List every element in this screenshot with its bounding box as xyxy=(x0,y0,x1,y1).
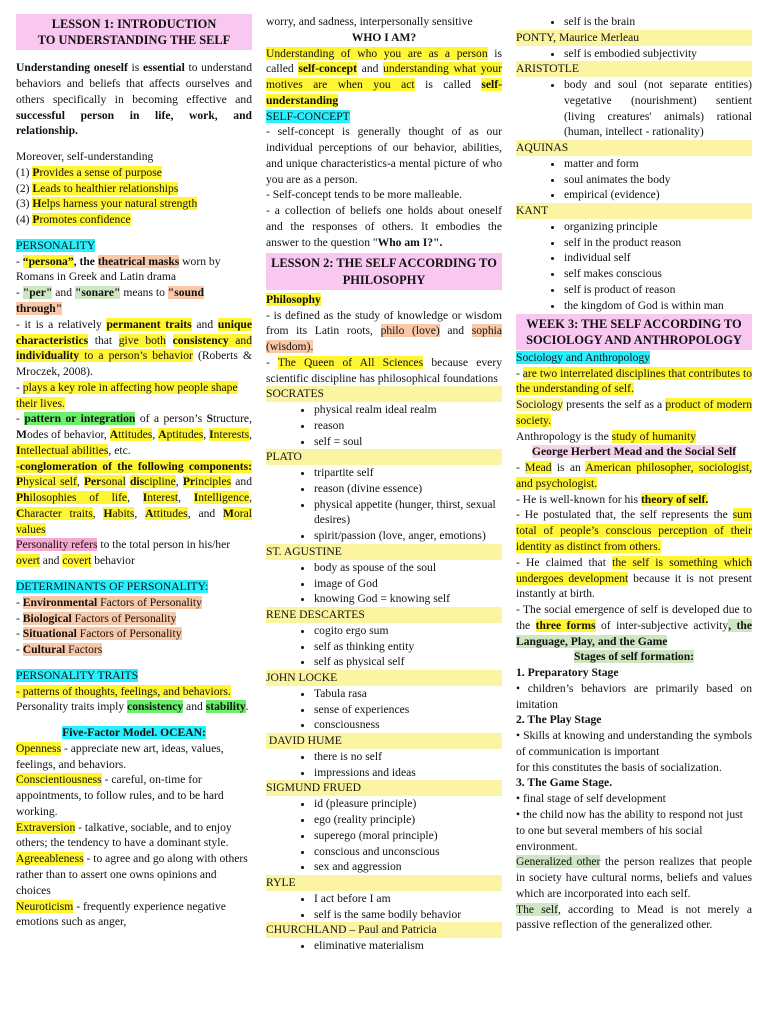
list-item: • impressions and ideas xyxy=(314,765,502,781)
list-item: • I act before I am xyxy=(314,891,502,907)
the-self-line: The self, according to Mead is not merely a passive reflection of the generalized other. xyxy=(516,902,752,932)
philosopher-name: ARISTOTLE xyxy=(516,61,752,77)
list-item: • organizing principle xyxy=(564,219,752,235)
week3-title: WEEK 3: THE SELF ACCORDING TO SOCIOLOGY AND ANTHROPOLOGY xyxy=(516,314,752,350)
list-item: • self is the same bodily behavior xyxy=(314,907,502,923)
stage-2-text-2: for this constitutes the basis of socialization. xyxy=(516,760,722,774)
philosopher-sigmund-frued xyxy=(266,780,502,875)
philosopher-socrates xyxy=(266,386,502,449)
philosopher-churchland xyxy=(266,922,502,954)
benefit-item: (2) Leads to healthier relationships xyxy=(16,181,179,195)
stages-heading: Stages of self formation: xyxy=(573,650,695,664)
philosopher-aristotle xyxy=(516,61,752,140)
mead-line-1: - Mead is an American philosopher, sociologist, and psychologist. xyxy=(516,461,752,490)
stage-3-text-1: • final stage of self development xyxy=(516,792,666,806)
benefits-list xyxy=(16,165,252,228)
ocean-item: Openness - appreciate new art, ideas, values, feelings, and behaviors. xyxy=(16,741,224,771)
list-item: • sex and aggression xyxy=(314,859,502,875)
whoami-heading: WHO I AM? xyxy=(351,30,417,44)
list-item: • physical realm ideal realm xyxy=(314,402,502,418)
conglomeration-line: -conglomeration of the following components: Physical self, Personal discipline, Principles and Philosophies of life, Interest, Intelligence, Character traits, Habits, Attitudes, and Moral values xyxy=(16,459,253,536)
benefit-item: (4) Promotes confidence xyxy=(16,213,131,227)
list-item: • body as spouse of the soul xyxy=(314,560,502,576)
lesson2-title: LESSON 2: THE SELF ACCORDING TO PHILOSOPHY xyxy=(266,253,502,289)
ocean-item: Agreeableness - to agree and go along with others rather than to assert one owns opinions and choices xyxy=(16,852,248,897)
socanth-line-2: Sociology presents the self as a product of modern society. xyxy=(516,398,752,427)
list-item: • Tabula rasa xyxy=(314,686,502,702)
philosopher-name: DAVID HUME xyxy=(266,733,502,749)
list-item: • self as thinking entity xyxy=(314,639,502,655)
list-item: • self is product of reason xyxy=(564,282,752,298)
list-item: • physical appetite (hunger, thirst, sexual desires) xyxy=(314,497,502,529)
benefit-item: (1) Provides a sense of purpose xyxy=(16,165,162,179)
philosopher-aquinas xyxy=(516,140,752,203)
list-item: • the kingdom of God is within man xyxy=(564,298,752,314)
traits-heading: PERSONALITY TRAITS xyxy=(16,668,139,682)
list-item: • id (pleasure principle) xyxy=(314,796,502,812)
ocean-item: Extraversion - talkative, sociable, and to enjoy others; the tendency to have a dominant style. xyxy=(16,820,232,850)
column-2 xyxy=(266,14,502,954)
queen-line: - The Queen of All Sciences because every scientific discipline has philosophical foundations xyxy=(266,355,502,385)
stage-1-text: • children’s behaviors are primarily based on imitation xyxy=(516,681,752,711)
list-item: • soul animates the body xyxy=(564,172,752,188)
list-item: • self is the brain xyxy=(564,14,752,30)
list-item: • knowing God = knowing self xyxy=(314,591,502,607)
column-3 xyxy=(516,14,752,933)
persona-line: - “persona”, the theatrical masks worn by Romans in Greek and Latin drama xyxy=(16,254,221,284)
socanth-line-1: - are two interrelated disciplines that contributes to the understanding of self. xyxy=(516,366,752,396)
list-item: • body and soul (not separate entities) vegetative (nourishment) sentient (living creatures' animals) rational (human, intellect - rationality) xyxy=(564,77,752,140)
determinants-heading: DETERMINANTS OF PERSONALITY: xyxy=(16,579,209,593)
socanth-line-3: Anthropology is the study of humanity xyxy=(516,429,697,443)
stage-3-heading: 3. The Game Stage. xyxy=(516,776,613,790)
list-item: • self as physical self xyxy=(314,654,502,670)
per-sonare-line: - "per" and "sonare" means to "sound through" xyxy=(16,286,204,315)
neuroticism-continuation: worry, and sadness, interpersonally sensitive xyxy=(266,15,473,28)
determinant-item: - Situational Factors of Personality xyxy=(16,627,182,641)
traits-definition: - it is a relatively permanent traits and unique characteristics that give both consistency and individuality to a person’s behavior (Roberts & Mroczek, 2008). xyxy=(16,317,252,379)
philosopher-name: CHURCHLAND – Paul and Patricia xyxy=(266,922,502,938)
personality-heading: PERSONALITY xyxy=(16,238,96,252)
philosopher-name: KANT xyxy=(516,203,752,219)
moreover-line: Moreover, self-understanding xyxy=(16,150,154,164)
selfconcept-line-2: - Self-concept tends to be more malleable. xyxy=(266,188,463,202)
traits-line-2: Personality traits imply consistency and stability. xyxy=(16,700,249,714)
list-item: • sense of experiences xyxy=(314,702,502,718)
determinant-item: - Cultural Factors xyxy=(16,643,103,657)
mead-line-4: - He claimed that the self is something which undergoes development because it is not present instantly at birth. xyxy=(516,555,752,601)
philosopher-name: JOHN LOCKE xyxy=(266,670,502,686)
list-item: • image of God xyxy=(314,576,502,592)
determinant-item: - Environmental Factors of Personality xyxy=(16,595,202,609)
list-item: • superego (moral principle) xyxy=(314,828,502,844)
philosopher-john-locke xyxy=(266,670,502,733)
philosopher-plato xyxy=(266,449,502,544)
philosopher-ryle xyxy=(266,875,502,922)
stage-2-text-1: • Skills at knowing and understanding the symbols of communication is important xyxy=(516,729,752,758)
stage-3-text-2: • the child now has the ability to respond not just to one but several members of his social environment. xyxy=(516,808,743,853)
philosopher-name: PONTY, Maurice Merleau xyxy=(516,30,752,46)
determinant-item: - Biological Factors of Personality xyxy=(16,611,177,625)
philosopher-name: PLATO xyxy=(266,449,502,465)
whoami-paragraph: Understanding of who you are as a person is called self-concept and understanding what your motives are when you act is called self-understanding xyxy=(266,46,502,107)
mead-line-5: - The social emergence of self is developed due to the three forms of inter-subjective activity, the Language, Play, and the Game xyxy=(516,603,752,648)
ocean-item: Conscientiousness - careful, on-time for appointments, to follow rules, and to be hard working. xyxy=(16,773,224,818)
philosopher-name: AQUINAS xyxy=(516,140,752,156)
list-item: • conscious and unconscious xyxy=(314,844,502,860)
philosophy-heading: Philosophy xyxy=(266,292,321,306)
philosopher-name: SOCRATES xyxy=(266,386,502,402)
ocean-item: Neuroticism - frequently experience negative emotions such as anger, xyxy=(16,899,226,929)
list-item: • self = soul xyxy=(314,434,502,450)
philosopher-david-hume xyxy=(266,733,502,780)
philosopher-st-agustine xyxy=(266,544,502,607)
ocean-heading: Five-Factor Model. OCEAN: xyxy=(62,726,206,740)
traits-line-1: - patterns of thoughts, feelings, and behaviors. xyxy=(16,684,231,698)
list-item: • reason (divine essence) xyxy=(314,481,502,497)
mead-heading: George Herbert Mead and the Social Self xyxy=(531,445,737,459)
selfconcept-line-1: - self-concept is generally thought of as our individual perceptions of our behavior, abilities, and unique characteristics-a mental picture of who you are as a person. xyxy=(266,125,502,186)
philosopher-rene-descartes xyxy=(266,607,502,670)
list-item: • eliminative materialism xyxy=(314,938,502,954)
key-role-line: - plays a key role in affecting how people shape their lives. xyxy=(16,380,238,410)
philosophy-definition: - is defined as the study of knowledge or wisdom from its Latin roots, philo (love) and sophia (wisdom). xyxy=(266,308,502,354)
benefit-item: (3) Helps harness your natural strength xyxy=(16,197,198,211)
generalized-other-line: Generalized other the person realizes that people in society have cultural norms, beliefs and values which are incorporated into each self. xyxy=(516,855,752,900)
list-item: • self in the product reason xyxy=(564,235,752,251)
stage-1-heading: 1. Preparatory Stage xyxy=(516,666,619,680)
list-item: • self makes conscious xyxy=(564,266,752,282)
philosopher-name: ST. AGUSTINE xyxy=(266,544,502,560)
mead-line-2: - He is well-known for his theory of self. xyxy=(516,492,709,506)
list-item: • empirical (evidence) xyxy=(564,187,752,203)
mead-line-3: - He postulated that, the self represents the sum total of people’s conscious perception of their identity as distinct from others. xyxy=(516,508,752,553)
philosopher-name: SIGMUND FRUED xyxy=(266,780,502,796)
selfconcept-heading: SELF-CONCEPT xyxy=(266,109,350,123)
intro-paragraph: Understanding oneself is essential to understand behaviors and beliefs that affects ourselves and others specifically in becoming effective and successful person in life, work, and relationship. xyxy=(16,61,253,138)
philosopher-ponty xyxy=(516,30,752,62)
list-item: • matter and form xyxy=(564,156,752,172)
philosopher-name: RENE DESCARTES xyxy=(266,607,502,623)
list-item: • self is embodied subjectivity xyxy=(564,46,752,62)
socanth-heading: Sociology and Anthropology xyxy=(516,350,650,364)
stage-2-heading: 2. The Play Stage xyxy=(516,713,602,727)
list-item: • reason xyxy=(314,418,502,434)
column-1 xyxy=(16,14,252,930)
list-item: • consciousness xyxy=(314,717,502,733)
list-item: • individual self xyxy=(564,250,752,266)
lesson1-title: LESSON 1: INTRODUCTION TO UNDERSTANDING THE SELF xyxy=(16,14,252,50)
list-item: • spirit/passion (love, anger, emotions) xyxy=(314,528,502,544)
list-item: • there is no self xyxy=(314,749,502,765)
philosopher-kant xyxy=(516,203,752,313)
philosopher-name: RYLE xyxy=(266,875,502,891)
ocean-list xyxy=(16,741,252,930)
list-item: • tripartite self xyxy=(314,465,502,481)
list-item: • cogito ergo sum xyxy=(314,623,502,639)
pattern-line: - pattern or integration of a person’s Structure, Modes of behavior, Attitudes, Aptitudes, Interests, Intellectual abilities, etc. xyxy=(16,412,252,457)
determinants-list xyxy=(16,595,252,658)
selfconcept-line-3: - a collection of beliefs one holds about oneself and the responses of others. It embodies the answer to the question "Who am I?". xyxy=(266,204,502,249)
list-item: • ego (reality principle) xyxy=(314,812,502,828)
personality-refers-line: Personality refers to the total person in his/her overt and covert behavior xyxy=(16,538,231,568)
